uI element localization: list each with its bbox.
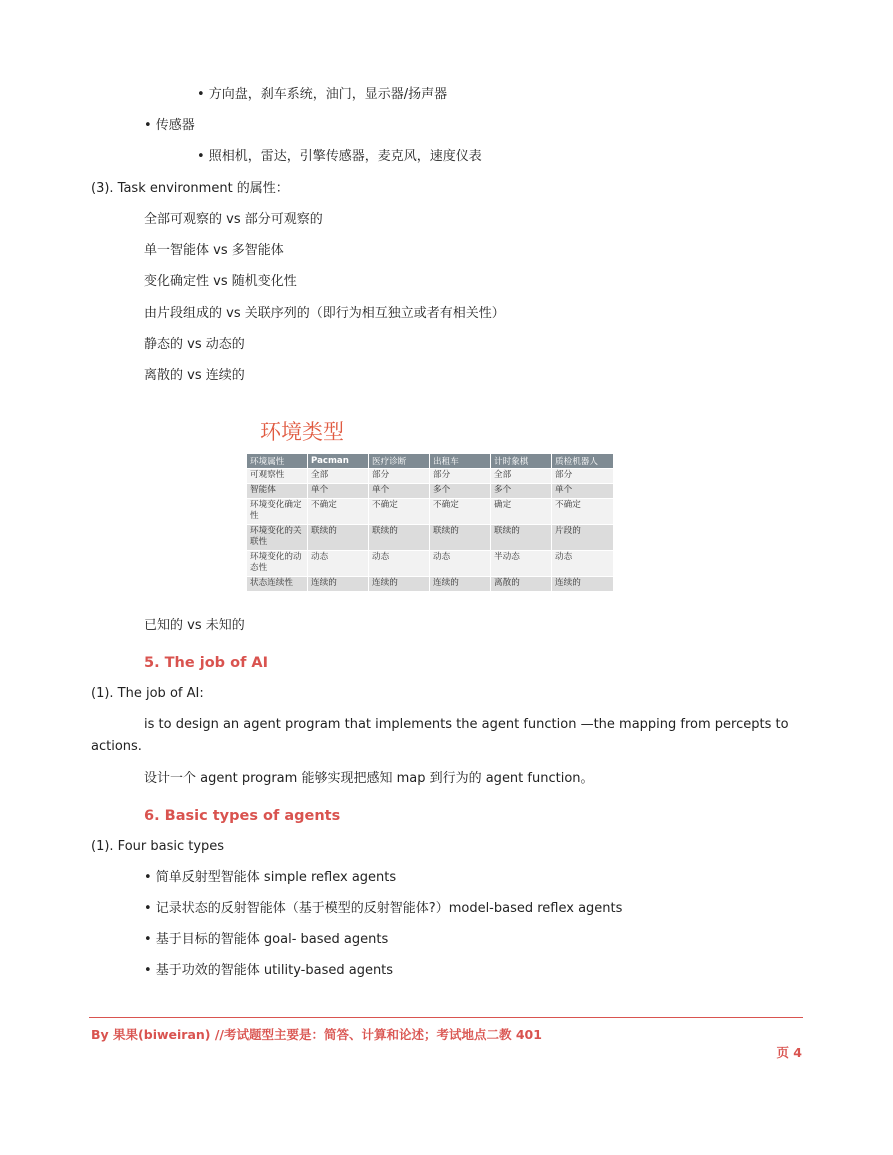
bullet-sensors: • 传感器 — [144, 118, 195, 133]
agent-type-utility-based: • 基于功效的智能体 utility-based agents — [144, 963, 394, 978]
task-environment-heading: (3). Task environment 的属性： — [91, 181, 289, 196]
footer-divider — [89, 1017, 803, 1018]
table-cell: 部分 — [552, 469, 613, 483]
table-header-row — [247, 454, 613, 468]
section-heading-agent-types: 6. Basic types of agents — [144, 808, 341, 824]
table-cell: 可观察性 — [247, 469, 307, 483]
table-cell: 动态 — [369, 551, 429, 576]
environment-types-table — [246, 453, 614, 592]
table-cell: 不确定 — [369, 499, 429, 524]
table-cell: 连续的 — [308, 577, 368, 591]
table-header: Pacman — [308, 454, 368, 468]
environment-types-figure — [246, 417, 614, 592]
table-header: 医疗诊断 — [369, 454, 429, 468]
agent-type-simple-reflex: • 简单反射型智能体 simple reflex agents — [144, 870, 397, 885]
table-cell: 不确定 — [430, 499, 490, 524]
table-cell: 半动态 — [491, 551, 551, 576]
table-cell: 联续的 — [308, 525, 368, 550]
env-property-discrete: 离散的 vs 连续的 — [144, 368, 245, 383]
bullet-actuators-car: • 方向盘，刹车系统，油门，显示器/扬声器 — [197, 87, 448, 102]
env-property-observable: 全部可观察的 vs 部分可观察的 — [144, 212, 323, 227]
table-cell: 多个 — [491, 484, 551, 498]
agent-type-goal-based: • 基于目标的智能体 goal- based agents — [144, 932, 389, 947]
page-number: 页 4 — [776, 1045, 802, 1060]
table-row — [247, 551, 613, 576]
table-header: 出租车 — [430, 454, 490, 468]
table-header: 环境属性 — [247, 454, 307, 468]
table-cell: 部分 — [430, 469, 490, 483]
table-cell: 单个 — [369, 484, 429, 498]
agent-type-model-based: • 记录状态的反射智能体（基于模型的反射智能体?）model-based reflex agents — [144, 901, 623, 916]
table-cell: 确定 — [491, 499, 551, 524]
table-header: 质检机器人 — [552, 454, 613, 468]
table-cell: 环境变化确定性 — [247, 499, 307, 524]
job-of-ai-text: is to design an agent program that implements the agent function —the mapping from percepts to — [144, 717, 789, 732]
table-cell: 联续的 — [369, 525, 429, 550]
section-heading-job-of-ai: 5. The job of AI — [144, 655, 269, 671]
env-property-deterministic: 变化确定性 vs 随机变化性 — [144, 274, 297, 289]
table-cell: 全部 — [491, 469, 551, 483]
table-row — [247, 577, 613, 591]
table-cell: 状态连续性 — [247, 577, 307, 591]
table-cell: 全部 — [308, 469, 368, 483]
table-cell: 部分 — [369, 469, 429, 483]
job-of-ai-chinese: 设计一个 agent program 能够实现把感知 map 到行为的 agent function。 — [144, 771, 594, 786]
footer-text: By 果果(biweiran) //考试题型主要是：简答、计算和论述；考试地点二教 401 — [91, 1027, 542, 1042]
table-cell: 不确定 — [552, 499, 613, 524]
table-header: 计时象棋 — [491, 454, 551, 468]
env-property-static: 静态的 vs 动态的 — [144, 337, 245, 352]
table-cell: 不确定 — [308, 499, 368, 524]
job-of-ai-text-cont: actions. — [91, 739, 142, 754]
env-property-known: 已知的 vs 未知的 — [144, 618, 245, 633]
table-cell: 动态 — [308, 551, 368, 576]
table-cell: 智能体 — [247, 484, 307, 498]
table-row — [247, 469, 613, 483]
table-cell: 联续的 — [491, 525, 551, 550]
job-of-ai-label: (1). The job of AI: — [91, 686, 204, 701]
table-cell: 单个 — [308, 484, 368, 498]
table-cell: 离散的 — [491, 577, 551, 591]
table-cell: 联续的 — [430, 525, 490, 550]
bullet-sensors-list: • 照相机，雷达，引擎传感器，麦克风，速度仪表 — [197, 149, 482, 164]
env-property-agents: 单一智能体 vs 多智能体 — [144, 243, 284, 258]
table-cell: 连续的 — [369, 577, 429, 591]
table-cell: 单个 — [552, 484, 613, 498]
table-cell: 动态 — [430, 551, 490, 576]
table-row — [247, 499, 613, 524]
figure-title: 环境类型 — [260, 420, 344, 444]
four-basic-types-label: (1). Four basic types — [91, 839, 225, 854]
table-cell: 环境变化的动态性 — [247, 551, 307, 576]
table-row — [247, 484, 613, 498]
table-cell: 动态 — [552, 551, 613, 576]
table-cell: 片段的 — [552, 525, 613, 550]
table-cell: 连续的 — [430, 577, 490, 591]
env-property-episodic: 由片段组成的 vs 关联序列的（即行为相互独立或者有相关性） — [144, 306, 505, 321]
table-cell: 环境变化的关联性 — [247, 525, 307, 550]
table-cell: 连续的 — [552, 577, 613, 591]
table-row — [247, 525, 613, 550]
table-cell: 多个 — [430, 484, 490, 498]
